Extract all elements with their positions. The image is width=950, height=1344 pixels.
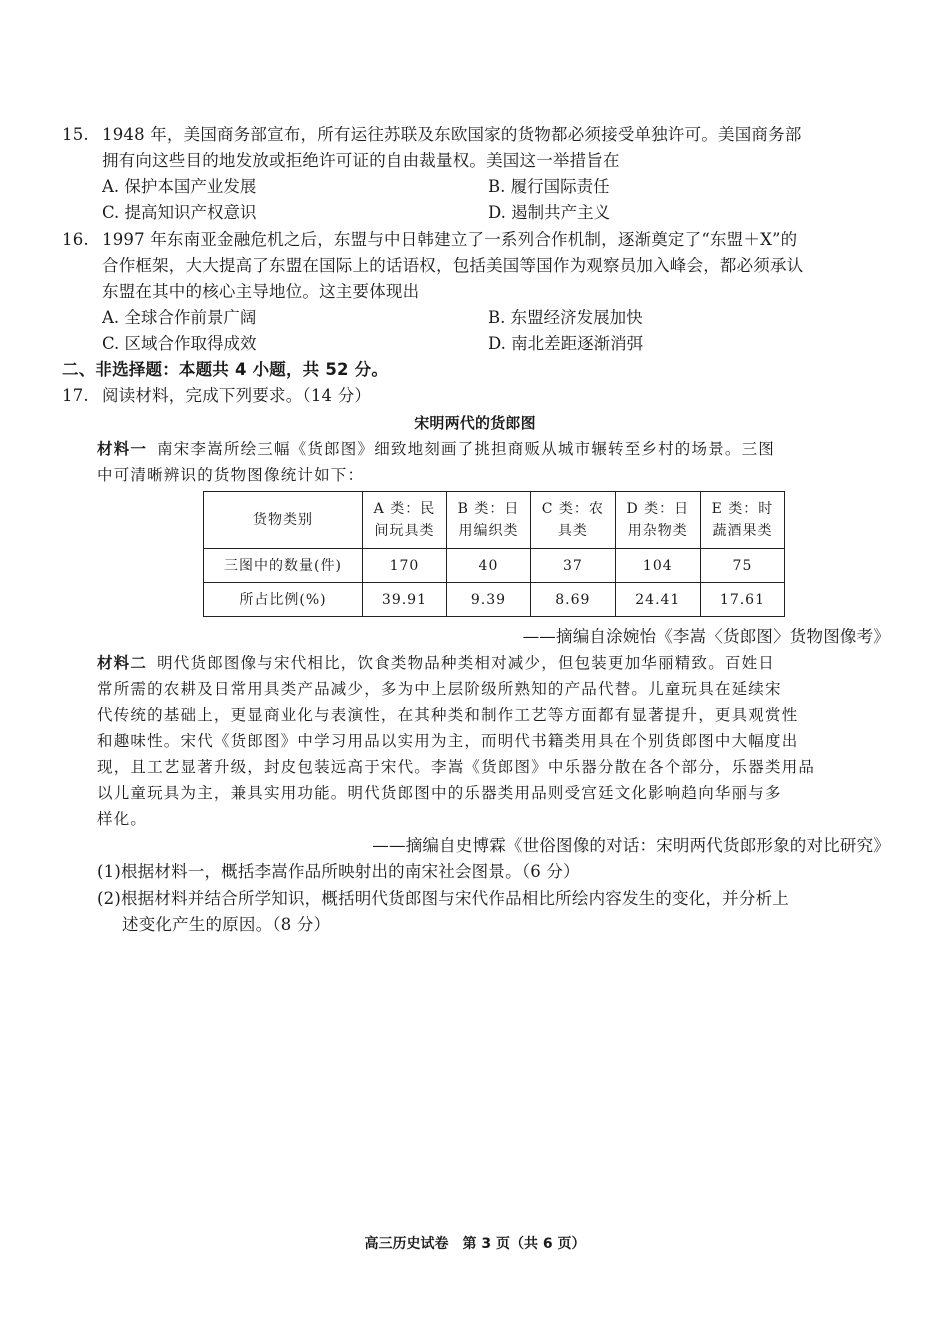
table-row: [204, 549, 785, 583]
header-cell-a: A 类：民 间玩具类: [363, 492, 447, 549]
material2-line5: 现，且工艺显著升级，封皮包装远高于宋代。李嵩《货郎图》中乐器分散在各个部分，乐器类用品: [97, 758, 816, 776]
header-cell-b: B 类：日 用编织类: [446, 492, 530, 549]
material2-line2: 常所需的农耕及日常用具类产品减少，多为中上层阶级所熟知的产品代替。儿童玩具在延续宋: [97, 680, 782, 698]
material2-text1: 明代货郎图像与宋代相比，饮食类物品种类相对减少，但包装更加华丽精致。百姓日: [157, 654, 776, 672]
q15-option-d[interactable]: D. 遏制共产主义: [488, 203, 611, 222]
q15-number: 15.: [62, 125, 89, 144]
table-cell: 9.39: [446, 583, 530, 617]
header-cell-c: C 类：农 具类: [531, 492, 616, 549]
q15-line1: [62, 122, 802, 148]
q16-option-b[interactable]: B. 东盟经济发展加快: [488, 308, 643, 327]
header-cell-d: D 类：日 用杂物类: [615, 492, 700, 549]
material1-label: 材料一: [97, 440, 148, 458]
source1: ——摘编自涂婉怡《李嵩〈货郎图〉货物图像考》: [522, 627, 890, 646]
material1-line2: 中可清晰辨识的货物图像统计如下：: [97, 466, 365, 484]
material1-line1: [97, 436, 775, 462]
q17-line: [62, 383, 371, 409]
page-footer: 高三历史试卷 第 3 页（共 6 页）: [364, 1236, 586, 1252]
q16-line1: [62, 227, 797, 253]
material2-line7: 样化。: [97, 810, 148, 828]
q15-option-a[interactable]: A. 保护本国产业发展: [102, 177, 257, 196]
q17-number: 17.: [62, 386, 89, 405]
table-cell: 三图中的数量(件): [204, 549, 363, 583]
q17-title: 宋明两代的货郎图: [414, 414, 536, 432]
q17-sub2-line1: (2)根据材料并结合所学知识，概括明代货郎图与宋代作品相比所绘内容发生的变化，并分析上: [97, 889, 789, 908]
q16-option-a[interactable]: A. 全球合作前景广阔: [102, 308, 257, 327]
q15-text1: 1948 年，美国商务部宣布，所有运往苏联及东欧国家的货物都必须接受单独许可。美国商务部: [102, 125, 802, 144]
table-cell: 40: [446, 549, 530, 583]
table-row: [204, 583, 785, 617]
goods-table-header-row: [204, 492, 785, 549]
q16-text1: 1997 年东南亚金融危机之后，东盟与中日韩建立了一系列合作机制，逐渐奠定了“东盟＋X”的: [102, 230, 798, 249]
q15-option-c[interactable]: C. 提高知识产权意识: [102, 203, 257, 222]
q16-line2: 合作框架，大大提高了东盟在国际上的话语权，包括美国等国作为观察员加入峰会，都必须承认: [102, 256, 804, 275]
material2-line3: 代传统的基础上，更显商业化与表演性，在其种类和制作工艺等方面都有显著提升，更具观赏性: [97, 706, 799, 724]
q16-option-c[interactable]: C. 区域合作取得成效: [102, 334, 257, 353]
q16-number: 16.: [62, 230, 89, 249]
goods-table: [203, 491, 785, 617]
material2-line6: 以儿童玩具为主，兼具实用功能。明代货郎图中的乐器类用品则受宫廷文化影响趋向华丽与多: [97, 784, 782, 802]
table-cell: 104: [615, 549, 700, 583]
q15-option-b[interactable]: B. 履行国际责任: [488, 177, 610, 196]
table-cell: 75: [700, 549, 784, 583]
table-cell: 37: [531, 549, 616, 583]
q16-line3: 东盟在其中的核心主导地位。这主要体现出: [102, 282, 420, 301]
material2-line1: [97, 650, 775, 676]
table-cell: 所占比例(%): [204, 583, 363, 617]
header-cell-category: 货物类别: [204, 492, 363, 549]
table-cell: 39.91: [363, 583, 447, 617]
table-cell: 24.41: [615, 583, 700, 617]
material1-text1: 南宋李嵩所绘三幅《货郎图》细致地刻画了挑担商贩从城市辗转至乡村的场景。三图: [157, 440, 776, 458]
section2-heading: 二、非选择题：本题共 4 小题，共 52 分。: [62, 360, 389, 379]
q17-sub1: (1)根据材料一，概括李嵩作品所映射出的南宋社会图景。（6 分）: [97, 862, 580, 881]
table-cell: 170: [363, 549, 447, 583]
q17-sub2-line2: 述变化产生的原因。（8 分）: [122, 915, 331, 934]
q17-prompt: 阅读材料，完成下列要求。（14 分）: [102, 386, 372, 405]
q15-line2: 拥有向这些目的地发放或拒绝许可证的自由裁量权。美国这一举措旨在: [102, 151, 620, 170]
material2-line4: 和趣味性。宋代《货郎图》中学习用品以实用为主，而明代书籍类用具在个别货郎图中大幅度出: [97, 732, 799, 750]
source2: ——摘编自史博霖《世俗图像的对话：宋明两代货郎形象的对比研究》: [372, 836, 890, 855]
header-cell-e: E 类：时 蔬酒果类: [700, 492, 784, 549]
table-cell: 17.61: [700, 583, 784, 617]
table-cell: 8.69: [531, 583, 616, 617]
material2-label: 材料二: [97, 654, 148, 672]
q16-option-d[interactable]: D. 南北差距逐渐消弭: [488, 334, 644, 353]
